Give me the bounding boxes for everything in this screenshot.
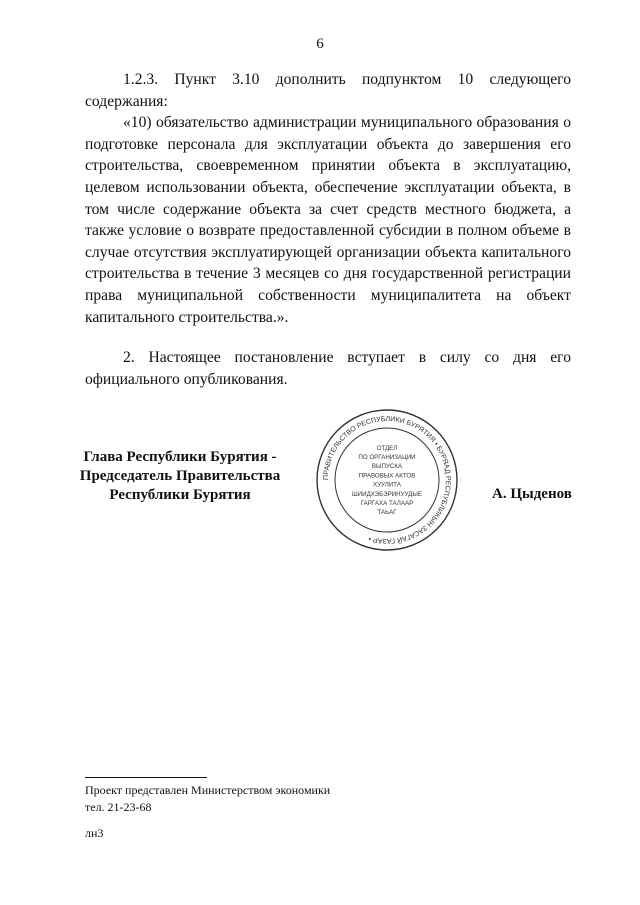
paragraph-amendment-text: «10) обязательство администрации муниципального образования о подготовке персонала для эксплуатации объекта до завершения его строительства, своевременном принятии объекта в эксплуатацию, целевом использовании объекта, обеспечение эксплуатации объекта, в том числе содержание объекта за счет средств местного бюджета, а также условие о возврате предоставленной субсидии в полном объеме в случае отсутствия эксплуатирующей организации объекта капитального строительства в течение 3 месяцев со дня государственной регистрации права муниципальной собственности муниципалитета на объект капитального строительства.».	[85, 114, 571, 326]
footer-phone: тел. 21-23-68	[85, 800, 152, 814]
document-footer	[85, 782, 330, 842]
paragraph-effective-date: 2. Настоящее постановление вступает в силу со дня его официального опубликования.	[85, 349, 571, 388]
signatory-title-line: Республики Бурятия	[109, 487, 251, 503]
footer-submitted-by: Проект представлен Министерством экономики	[85, 783, 331, 797]
seal-center-line: ШИИДХЭБЭРИНУУДЫЕ	[352, 490, 422, 498]
seal-center-line: ГАРГАХА ТАЛААР	[360, 500, 414, 507]
seal-center-line: ОТДЕЛ	[376, 444, 398, 452]
signatory-name: А. Цыденов	[492, 486, 572, 502]
seal-ring-text: ПРАВИТЕЛЬСТВО РЕСПУБЛИКИ БУРЯТИЯ • БУРЯАД РЕСПУБЛИКЫН ЗАСАГАЙ ГАЗАР •	[322, 415, 452, 545]
signatory-title-line: Председатель Правительства	[79, 468, 281, 484]
seal-center-line: ПРАВОВЫХ АКТОВ	[358, 472, 416, 480]
signatory-title-line: Глава Республики Бурятия -	[83, 449, 277, 465]
signatory-title	[70, 448, 290, 505]
paragraph-amendment-intro: 1.2.3. Пункт 3.10 дополнить подпунктом 10 следующего содержания:	[85, 71, 571, 110]
page-number: 6	[316, 36, 324, 52]
seal-center-line: ВЫПУСКА	[371, 463, 403, 471]
seal-center-line: ХУУЛИТА	[373, 481, 401, 489]
official-seal-stamp	[315, 408, 459, 552]
footer-code: лн3	[85, 826, 104, 840]
document-body	[85, 69, 571, 390]
seal-center-line: ПО ОРГАНИЗАЦИИ	[358, 454, 416, 461]
seal-center-line: ТАЬАГ	[377, 509, 397, 517]
footer-divider	[85, 777, 207, 778]
